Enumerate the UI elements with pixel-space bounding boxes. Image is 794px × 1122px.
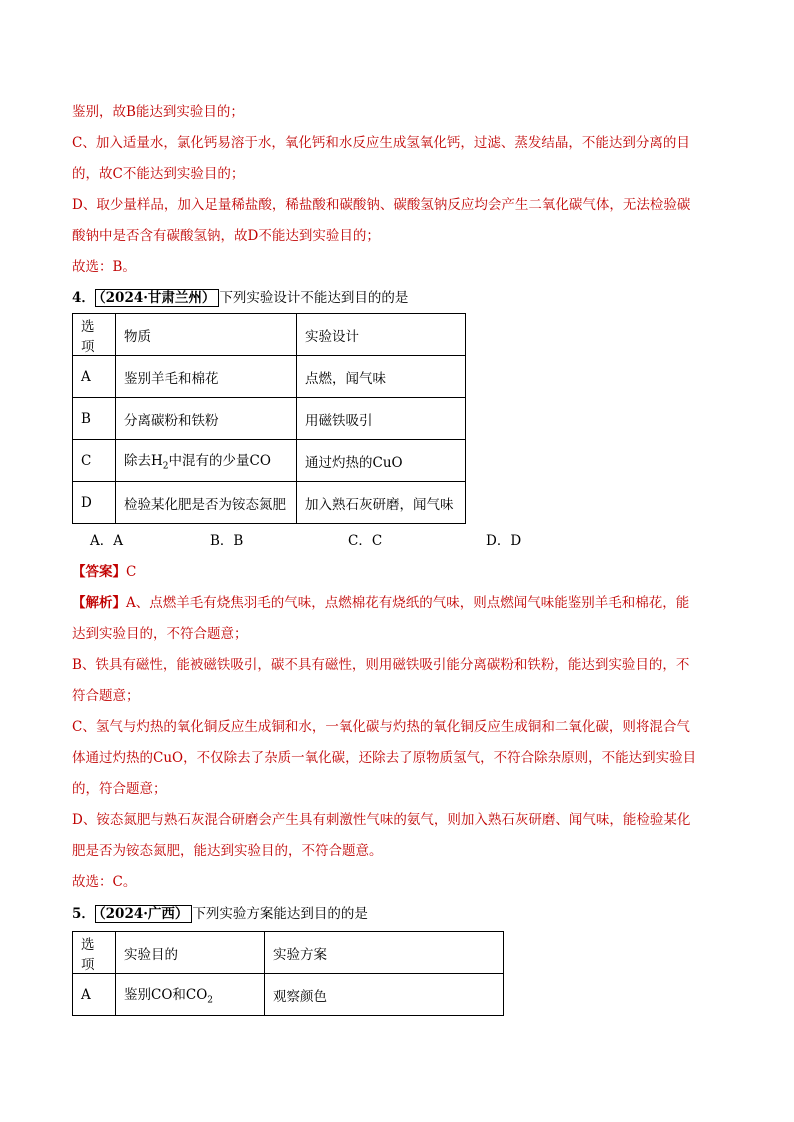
answer-label: 【答案】: [72, 564, 126, 580]
choice-a: A．A: [90, 533, 123, 549]
cell-substance: 除去$H_2$中混有的少量CO: [116, 440, 297, 482]
header-option: 选项: [73, 314, 116, 356]
question-number: 4．: [72, 290, 95, 306]
analysis-line: 故选：B。: [72, 259, 136, 275]
analysis-line: 体通过灼热的CuO，不仅除去了杂质一氧化碳，还除去了原物质氢气，不符合除杂原则，不能达到实验目: [72, 750, 697, 766]
cell-design: 通过灼热的CuO: [297, 440, 466, 482]
header-goal: 实验目的: [116, 932, 265, 974]
answer-value: C: [126, 564, 137, 580]
choice-d: D．D: [486, 533, 522, 549]
analysis-line: 符合题意；: [72, 688, 140, 704]
cell-option: B: [73, 398, 116, 440]
cell-option: C: [73, 440, 116, 482]
analysis-line: B、铁具有磁性，能被磁铁吸引，碳不具有磁性，则用磁铁吸引能分离碳粉和铁粉，能达到实验目的，不: [72, 657, 690, 673]
header-plan: 实验方案: [265, 932, 504, 974]
cell-goal: 鉴别CO和$CO_2$: [116, 974, 265, 1016]
cell-design: 点燃，闻气味: [297, 356, 466, 398]
question-text: 下列实验方案能达到目的的是: [192, 906, 368, 922]
analysis-line: 达到实验目的，不符合题意；: [72, 626, 248, 642]
cell-option: A: [73, 974, 116, 1016]
cell-substance: 分离碳粉和铁粉: [116, 398, 297, 440]
question-5-stem: [72, 905, 368, 923]
analysis-line: 的，符合题意；: [72, 781, 167, 797]
analysis-line: 鉴别，故B能达到实验目的；: [72, 104, 244, 120]
question-5-table: [72, 931, 504, 1016]
analysis-line: 故选：C。: [72, 874, 137, 890]
analysis-line: D、铵态氮肥与熟石灰混合研磨会产生具有刺激性气味的氨气，则加入熟石灰研磨、闻气味，能检验某化: [72, 812, 691, 828]
analysis-label: 【解析】: [72, 595, 126, 611]
analysis-line: 的，故C不能达到实验目的；: [72, 166, 245, 182]
question-source: （2024·广西）: [95, 905, 193, 923]
cell-substance: 鉴别羊毛和棉花: [116, 356, 297, 398]
analysis-line: C、加入适量水，氯化钙易溶于水，氧化钙和水反应生成氢氧化钙，过滤、蒸发结晶，不能达到分离的目: [72, 135, 690, 151]
cell-design: 加入熟石灰研磨，闻气味: [297, 482, 466, 524]
analysis-line: 【解析】A、点燃羊毛有烧焦羽毛的气味，点燃棉花有烧纸的气味，则点燃闻气味能鉴别羊毛和棉花，能: [72, 595, 690, 611]
cell-plan: 观察颜色: [265, 974, 504, 1016]
analysis-line: 酸钠中是否含有碳酸氢钠，故D不能达到实验目的；: [72, 228, 380, 244]
header-design: 实验设计: [297, 314, 466, 356]
cell-design: 用磁铁吸引: [297, 398, 466, 440]
question-text: 下列实验设计不能达到目的的是: [219, 290, 409, 306]
question-number: 5．: [72, 906, 95, 922]
question-4-stem: [72, 289, 408, 307]
analysis-line: 肥是否为铵态氮肥，能达到实验目的，不符合题意。: [72, 843, 383, 859]
cell-option: A: [73, 356, 116, 398]
header-substance: 物质: [116, 314, 297, 356]
question-4-table: [72, 313, 466, 524]
question-source: （2024·甘肃兰州）: [95, 289, 220, 307]
cell-option: D: [73, 482, 116, 524]
answer-line: [72, 563, 136, 581]
header-option: 选项: [73, 932, 116, 974]
choice-c: C．C: [348, 533, 383, 549]
cell-substance: 检验某化肥是否为铵态氮肥: [116, 482, 297, 524]
analysis-line: D、取少量样品，加入足量稀盐酸，稀盐酸和碳酸钠、碳酸氢钠反应均会产生二氧化碳气体，无法检验碳: [72, 197, 691, 213]
choice-b: B．B: [210, 533, 244, 549]
analysis-line: C、氢气与灼热的氧化铜反应生成铜和水，一氧化碳与灼热的氧化铜反应生成铜和二氧化碳，则将混合气: [72, 719, 690, 735]
